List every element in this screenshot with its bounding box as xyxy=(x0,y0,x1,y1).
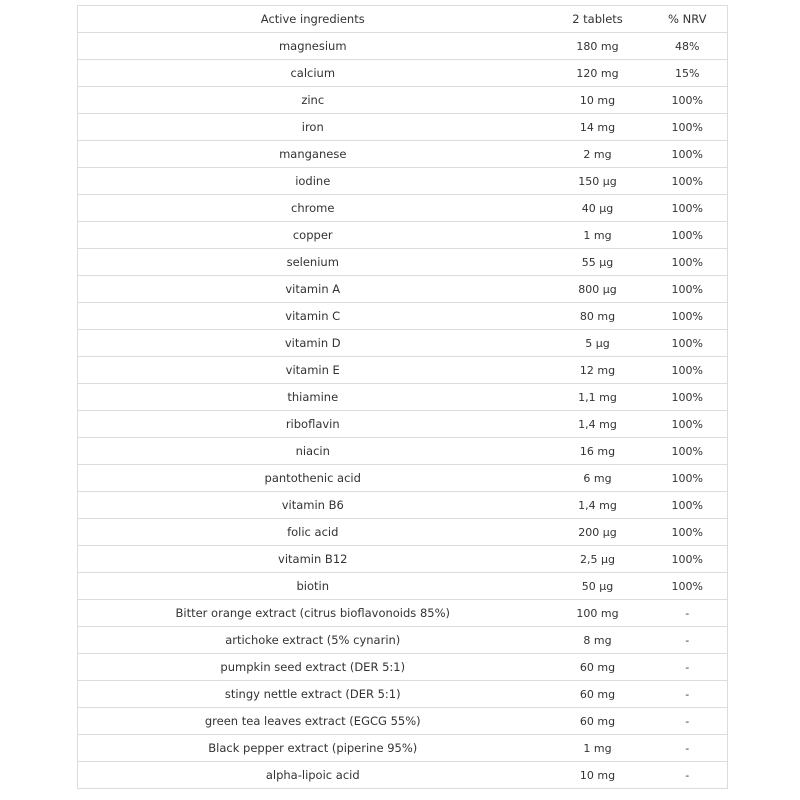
ingredient-name: folic acid xyxy=(78,519,548,546)
dose-amount: 120 mg xyxy=(548,60,648,87)
table-body xyxy=(78,33,728,789)
dose-amount: 150 µg xyxy=(548,168,648,195)
dose-amount: 1 mg xyxy=(548,735,648,762)
nrv-percent: 100% xyxy=(648,195,728,222)
table-header xyxy=(78,6,728,33)
ingredient-name: thiamine xyxy=(78,384,548,411)
table-row xyxy=(78,708,728,735)
table-row xyxy=(78,492,728,519)
ingredient-name: vitamin C xyxy=(78,303,548,330)
dose-amount: 200 µg xyxy=(548,519,648,546)
ingredient-name: riboflavin xyxy=(78,411,548,438)
table-row xyxy=(78,384,728,411)
nrv-percent: 100% xyxy=(648,330,728,357)
table-row xyxy=(78,249,728,276)
nrv-percent: 100% xyxy=(648,384,728,411)
ingredient-name: iron xyxy=(78,114,548,141)
ingredient-name: artichoke extract (5% cynarin) xyxy=(78,627,548,654)
ingredient-name: vitamin B6 xyxy=(78,492,548,519)
dose-amount: 55 µg xyxy=(548,249,648,276)
dose-amount: 12 mg xyxy=(548,357,648,384)
nrv-percent: 48% xyxy=(648,33,728,60)
table-row xyxy=(78,519,728,546)
header-nrv: % NRV xyxy=(648,6,728,33)
ingredients-table xyxy=(77,5,728,789)
dose-amount: 10 mg xyxy=(548,87,648,114)
table-row xyxy=(78,114,728,141)
table-row xyxy=(78,276,728,303)
nrv-percent: 100% xyxy=(648,411,728,438)
ingredients-table-container xyxy=(77,5,727,789)
dose-amount: 14 mg xyxy=(548,114,648,141)
dose-amount: 40 µg xyxy=(548,195,648,222)
dose-amount: 60 mg xyxy=(548,654,648,681)
ingredient-name: selenium xyxy=(78,249,548,276)
table-row xyxy=(78,465,728,492)
ingredient-name: copper xyxy=(78,222,548,249)
dose-amount: 1,4 mg xyxy=(548,411,648,438)
ingredient-name: magnesium xyxy=(78,33,548,60)
table-row xyxy=(78,222,728,249)
nrv-percent: 100% xyxy=(648,438,728,465)
table-row xyxy=(78,762,728,789)
dose-amount: 1,1 mg xyxy=(548,384,648,411)
dose-amount: 100 mg xyxy=(548,600,648,627)
ingredient-name: calcium xyxy=(78,60,548,87)
table-row xyxy=(78,60,728,87)
nrv-percent: 100% xyxy=(648,87,728,114)
nrv-percent: - xyxy=(648,762,728,789)
table-header-row xyxy=(78,6,728,33)
dose-amount: 80 mg xyxy=(548,303,648,330)
table-row xyxy=(78,600,728,627)
table-row xyxy=(78,303,728,330)
table-row xyxy=(78,141,728,168)
ingredient-name: green tea leaves extract (EGCG 55%) xyxy=(78,708,548,735)
table-row xyxy=(78,438,728,465)
ingredient-name: Black pepper extract (piperine 95%) xyxy=(78,735,548,762)
nrv-percent: 100% xyxy=(648,546,728,573)
header-dose: 2 tablets xyxy=(548,6,648,33)
table-row xyxy=(78,735,728,762)
nrv-percent: 100% xyxy=(648,465,728,492)
ingredient-name: chrome xyxy=(78,195,548,222)
header-active-ingredients: Active ingredients xyxy=(78,6,548,33)
dose-amount: 1,4 mg xyxy=(548,492,648,519)
nrv-percent: - xyxy=(648,681,728,708)
table-row xyxy=(78,681,728,708)
dose-amount: 800 µg xyxy=(548,276,648,303)
table-row xyxy=(78,195,728,222)
ingredient-name: zinc xyxy=(78,87,548,114)
dose-amount: 6 mg xyxy=(548,465,648,492)
ingredient-name: vitamin A xyxy=(78,276,548,303)
table-row xyxy=(78,33,728,60)
ingredient-name: pumpkin seed extract (DER 5:1) xyxy=(78,654,548,681)
table-row xyxy=(78,87,728,114)
table-row xyxy=(78,627,728,654)
table-row xyxy=(78,330,728,357)
dose-amount: 16 mg xyxy=(548,438,648,465)
nrv-percent: 100% xyxy=(648,519,728,546)
nrv-percent: 100% xyxy=(648,141,728,168)
ingredient-name: Bitter orange extract (citrus bioflavonoids 85%) xyxy=(78,600,548,627)
nrv-percent: 100% xyxy=(648,573,728,600)
dose-amount: 8 mg xyxy=(548,627,648,654)
nrv-percent: - xyxy=(648,600,728,627)
ingredient-name: niacin xyxy=(78,438,548,465)
dose-amount: 60 mg xyxy=(548,681,648,708)
ingredient-name: biotin xyxy=(78,573,548,600)
nrv-percent: 100% xyxy=(648,357,728,384)
nrv-percent: - xyxy=(648,654,728,681)
nrv-percent: 100% xyxy=(648,222,728,249)
ingredient-name: vitamin D xyxy=(78,330,548,357)
nrv-percent: - xyxy=(648,627,728,654)
table-row xyxy=(78,654,728,681)
nrv-percent: 100% xyxy=(648,114,728,141)
dose-amount: 60 mg xyxy=(548,708,648,735)
dose-amount: 5 µg xyxy=(548,330,648,357)
table-row xyxy=(78,546,728,573)
dose-amount: 10 mg xyxy=(548,762,648,789)
ingredient-name: pantothenic acid xyxy=(78,465,548,492)
ingredient-name: manganese xyxy=(78,141,548,168)
table-row xyxy=(78,168,728,195)
dose-amount: 2,5 µg xyxy=(548,546,648,573)
ingredient-name: vitamin B12 xyxy=(78,546,548,573)
ingredient-name: iodine xyxy=(78,168,548,195)
dose-amount: 180 mg xyxy=(548,33,648,60)
dose-amount: 2 mg xyxy=(548,141,648,168)
nrv-percent: - xyxy=(648,735,728,762)
ingredient-name: stingy nettle extract (DER 5:1) xyxy=(78,681,548,708)
nrv-percent: 100% xyxy=(648,249,728,276)
table-row xyxy=(78,357,728,384)
table-row xyxy=(78,573,728,600)
nrv-percent: 100% xyxy=(648,492,728,519)
nrv-percent: 100% xyxy=(648,303,728,330)
ingredient-name: alpha-lipoic acid xyxy=(78,762,548,789)
nrv-percent: 100% xyxy=(648,168,728,195)
table-row xyxy=(78,411,728,438)
dose-amount: 50 µg xyxy=(548,573,648,600)
nrv-percent: 100% xyxy=(648,276,728,303)
ingredient-name: vitamin E xyxy=(78,357,548,384)
nrv-percent: - xyxy=(648,708,728,735)
nrv-percent: 15% xyxy=(648,60,728,87)
dose-amount: 1 mg xyxy=(548,222,648,249)
